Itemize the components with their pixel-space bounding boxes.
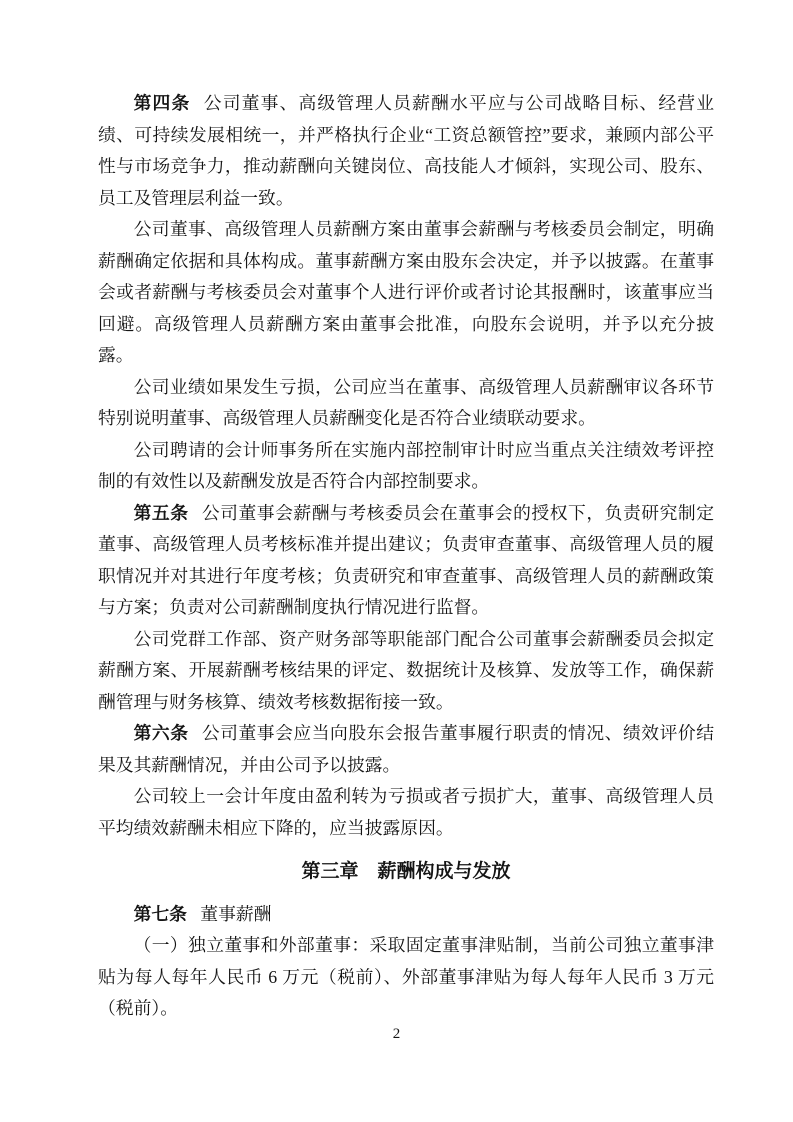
- paragraph-text: 公司董事、高级管理人员薪酬水平应与公司战略目标、经营业绩、可持续发展相统一，并严格执行企业“工资总额管控”要求，兼顾内部公平性与市场竞争力，推动薪酬向关键岗位、高技能人才倾斜，实现公司、股东、员工及管理层利益一致。: [98, 93, 714, 208]
- paragraph-text: 董事薪酬: [200, 903, 272, 924]
- article-5-number: 第五条: [133, 502, 189, 523]
- article-7-number: 第七条: [133, 903, 187, 924]
- paragraph-audit-requirement: [98, 435, 714, 498]
- paragraph-text: 公司董事、高级管理人员薪酬方案由董事会薪酬与考核委员会制定，明确薪酬确定依据和具体构成。董事薪酬方案由股东会决定，并予以披露。在董事会或者薪酬与考核委员会对董事个人进行评价或者讨论其报酬时，该董事应当回避。高级管理人员薪酬方案由董事会批准，向股东会说明，并予以充分披露。: [98, 219, 714, 365]
- paragraph-article-5: [98, 498, 714, 624]
- paragraph-loss-disclosure: [98, 372, 714, 435]
- chapter-3-heading: 第三章 薪酬构成与发放: [301, 861, 511, 882]
- paragraph-text: 公司聘请的会计师事务所在实施内部控制审计时应当重点关注绩效考评控制的有效性以及薪酬发放是否符合内部控制要求。: [98, 439, 714, 491]
- paragraph-article-4: [98, 88, 714, 214]
- paragraph-text: 公司业绩如果发生亏损，公司应当在董事、高级管理人员薪酬审议各环节特别说明董事、高级管理人员薪酬变化是否符合业绩联动要求。: [98, 376, 714, 428]
- paragraph-text: 公司董事会应当向股东会报告董事履行职责的情况、绩效评价结果及其薪酬情况，并由公司予以披露。: [98, 723, 714, 775]
- article-4-number: 第四条: [133, 93, 191, 113]
- paragraph-loss-expansion-reason: [98, 781, 714, 844]
- paragraph-article-7: [98, 899, 714, 931]
- paragraph-article-6: [98, 718, 714, 781]
- article-6-number: 第六条: [133, 723, 189, 743]
- paragraph-department-duties: [98, 624, 714, 719]
- paragraph-text: （一）独立董事和外部董事：采取固定董事津贴制，当前公司独立董事津贴为每人每年人民币 6 万元（税前）、外部董事津贴为每人每年人民币 3 万元（税前）。: [98, 935, 714, 1018]
- paragraph-text: 公司董事会薪酬与考核委员会在董事会的授权下，负责研究制定董事、高级管理人员考核标准并提出建议；负责审查董事、高级管理人员的履职情况并对其进行年度考核；负责研究和审查董事、高级管理人员的薪酬政策与方案；负责对公司薪酬制度执行情况进行监督。: [98, 502, 714, 617]
- paragraph-text: 公司较上一会计年度由盈利转为亏损或者亏损扩大，董事、高级管理人员平均绩效薪酬未相应下降的，应当披露原因。: [98, 786, 714, 838]
- document-body: [98, 88, 714, 1025]
- page-number: 2: [392, 1026, 401, 1042]
- paragraph-salary-plan-approval: [98, 214, 714, 372]
- paragraph-text: 公司党群工作部、资产财务部等职能部门配合公司董事会薪酬委员会拟定薪酬方案、开展薪酬考核结果的评定、数据统计及核算、发放等工作，确保薪酬管理与财务核算、绩效考核数据衔接一致。: [98, 628, 714, 712]
- paragraph-director-allowance: [98, 930, 714, 1025]
